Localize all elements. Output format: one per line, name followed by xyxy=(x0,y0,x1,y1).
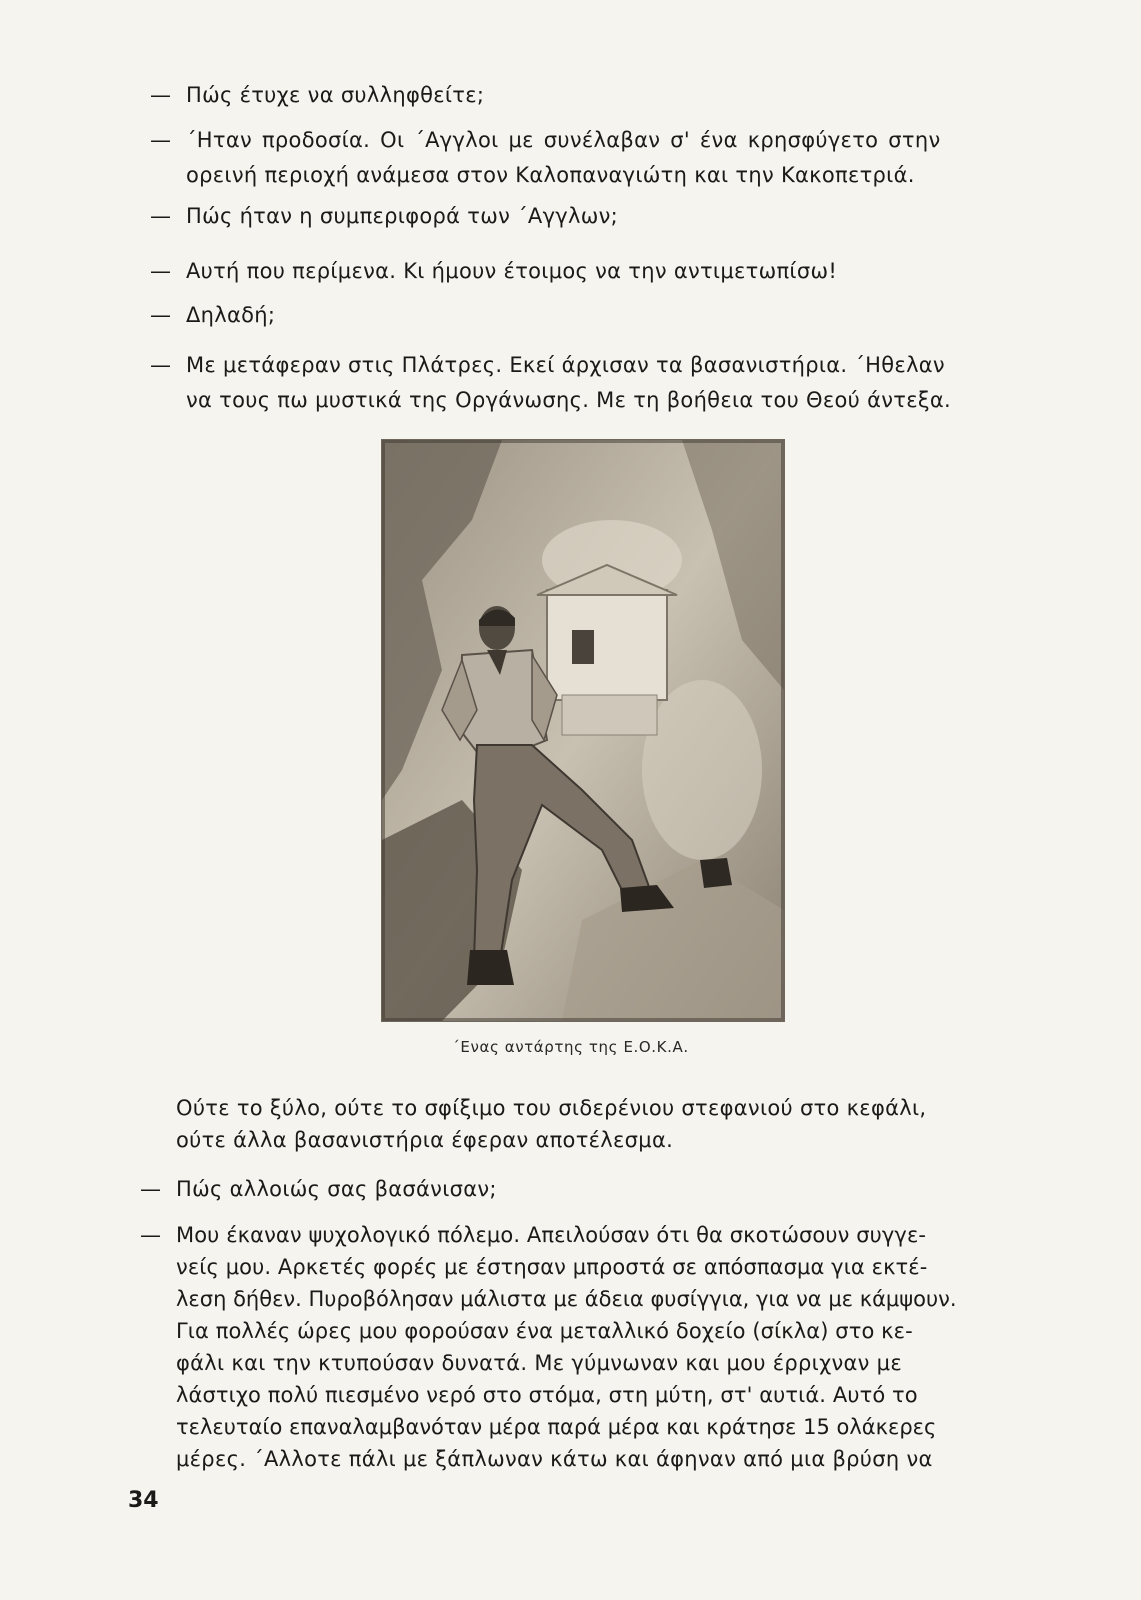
question-line: Πώς έτυχε να συλληφθείτε; xyxy=(186,83,485,107)
answer-line: να τους πω μυστικά της Οργάνωσης. Με τη βοήθεια του Θεού άντεξα. xyxy=(186,388,951,412)
answer-line: λάστιχο πολύ πιεσμένο νερό στο στόμα, στη μύτη, στ' αυτιά. Αυτό το xyxy=(176,1383,918,1407)
dialogue-dash: — xyxy=(140,1223,161,1247)
dialogue-dash: — xyxy=(150,303,171,327)
question-line: Πώς ήταν η συμπεριφορά των ΄Αγγλων; xyxy=(186,204,619,228)
answer-line: Αυτή που περίμενα. Κι ήμουν έτοιμος να την αντιμετωπίσω! xyxy=(186,259,838,283)
answer-line: μέρες. ΄Αλλοτε πάλι με ξάπλωναν κάτω και άφηναν από μια βρύση να xyxy=(176,1447,933,1471)
photograph xyxy=(381,439,785,1022)
answer-line: Μου έκαναν ψυχολογικό πόλεμο. Απειλούσαν ότι θα σκοτώσουν συγγε- xyxy=(176,1223,927,1247)
dialogue-dash: — xyxy=(150,204,171,228)
photograph-eoka-fighter-icon xyxy=(382,440,784,1021)
answer-line: τελευταίο επαναλαμβανόταν μέρα παρά μέρα και κράτησε 15 ολάκερες xyxy=(176,1415,937,1439)
dialogue-dash: — xyxy=(150,259,171,283)
answer-line: ορεινή περιοχή ανάμεσα στον Καλοπαναγιώτη και την Κακοπετριά. xyxy=(186,163,915,187)
answer-line: νείς μου. Αρκετές φορές με έστησαν μπροστά σε απόσπασμα για εκτέ- xyxy=(176,1255,928,1279)
dialogue-dash: — xyxy=(150,83,171,107)
answer-line: ΄Ηταν προδοσία. Οι ΄Αγγλοι με συνέλαβαν σ' ένα κρησφύγετο στην xyxy=(186,128,941,152)
paragraph-line: ούτε άλλα βασανιστήρια έφεραν αποτέλεσμα. xyxy=(176,1128,674,1152)
page-number: 34 xyxy=(128,1488,159,1513)
answer-line: Για πολλές ώρες μου φορούσαν ένα μεταλλικό δοχείο (σίκλα) στο κε- xyxy=(176,1319,913,1343)
answer-line: λεση δήθεν. Πυροβόλησαν μάλιστα με άδεια φυσίγγια, για να με κάμψουν. xyxy=(176,1287,957,1311)
question-line: Δηλαδή; xyxy=(186,303,276,327)
answer-line: φάλι και την κτυπούσαν δυνατά. Με γύμνωναν και μου έρριχναν με xyxy=(176,1351,902,1375)
dialogue-dash: — xyxy=(150,353,171,377)
dialogue-dash: — xyxy=(140,1177,161,1201)
dialogue-dash: — xyxy=(150,128,171,152)
paragraph-line: Ούτε το ξύλο, ούτε το σφίξιμο του σιδερένιου στεφανιού στο κεφάλι, xyxy=(176,1096,927,1120)
answer-line: Με μετάφεραν στις Πλάτρες. Εκεί άρχισαν τα βασανιστήρια. ΄Ηθελαν xyxy=(186,353,945,377)
question-line: Πώς αλλοιώς σας βασάνισαν; xyxy=(176,1177,497,1201)
photo-caption: ΄Ενας αντάρτης της Ε.Ο.Κ.Α. xyxy=(452,1038,689,1056)
